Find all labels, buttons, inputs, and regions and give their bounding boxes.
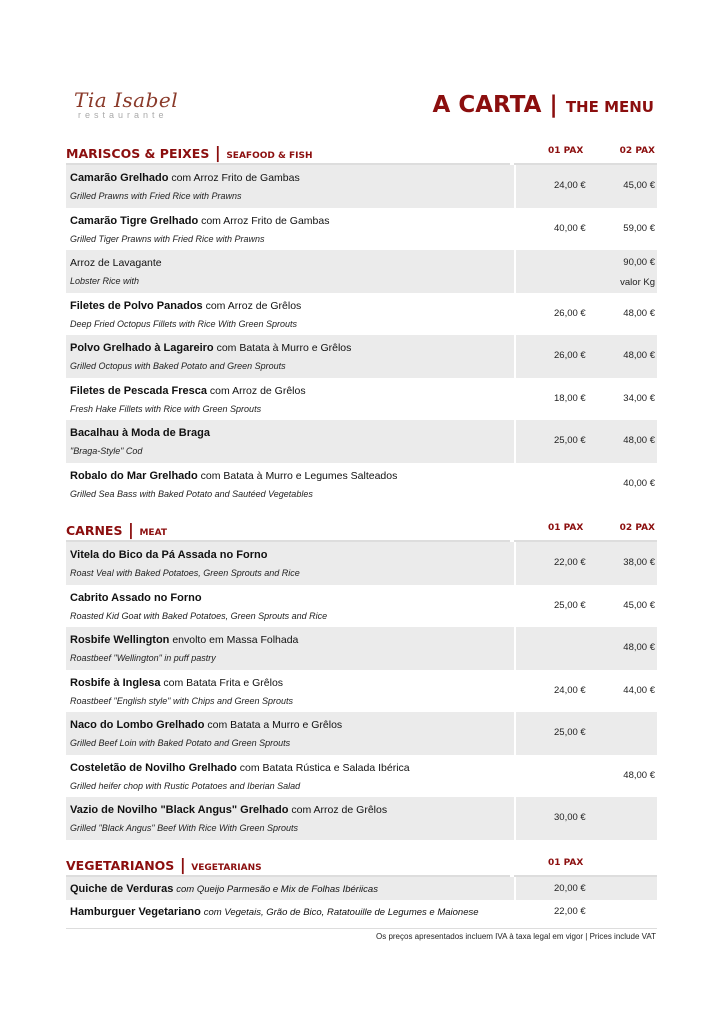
item-english: Grilled heifer chop with Rustic Potatoes and Iberian Salad xyxy=(70,780,301,791)
section-header: VEGETARIANOS | VEGETARIANS 01 PAX xyxy=(66,855,584,874)
item-english: Lobster Rice with xyxy=(70,276,140,286)
item-name: Costeletão de Novilho Grelhado xyxy=(70,761,237,774)
price-02-pax: 40,00 € xyxy=(623,477,655,489)
menu-section xyxy=(66,143,657,505)
price-01-pax: 20,00 € xyxy=(554,883,586,894)
price-02-pax: 48,00 € xyxy=(623,350,655,361)
price-01-pax: 22,00 € xyxy=(554,557,586,568)
restaurant-logo xyxy=(74,88,178,120)
divider xyxy=(66,928,657,929)
item-name: Vazio de Novilho "Black Angus" Grelhado xyxy=(70,804,289,816)
item-name: Filetes de Pescada Fresca xyxy=(70,384,207,397)
item-desc: com Batata Rústica e Salada Ibérica xyxy=(239,761,410,774)
price-01-pax: 25,00 € xyxy=(554,727,586,738)
logo-name: Tia Isabel xyxy=(74,88,179,112)
item-desc: com Batata à Murro e Legumes Salteados xyxy=(200,469,398,482)
price-02-pax: 48,00 € xyxy=(623,307,655,319)
price-01-pax: 30,00 € xyxy=(554,812,586,823)
menu-item xyxy=(66,463,657,506)
item-english: Grilled "Black Angus" Beef With Rice With Green Sprouts xyxy=(70,823,298,833)
price-02-pax: 59,00 € xyxy=(623,222,655,234)
item-english: Grilled Beef Loin with Baked Potato and Green Sprouts xyxy=(70,738,291,748)
item-english: Roast Veal with Baked Potatoes, Green Sprouts and Rice xyxy=(70,568,300,578)
section-title: MARISCOS & PEIXES xyxy=(66,146,210,161)
item-name: Robalo do Mar Grelhado xyxy=(70,469,198,482)
menu-item xyxy=(66,165,657,208)
item-name: Polvo Grelhado à Lagareiro xyxy=(70,342,214,354)
price-02-pax: 45,00 € xyxy=(623,180,655,191)
menu-item xyxy=(66,420,657,463)
col-01-pax: 01 PAX xyxy=(548,146,584,156)
page-title: A CARTA | THE MENU xyxy=(432,92,654,118)
item-desc: com Batata a Murro e Grêlos xyxy=(207,719,343,731)
menu-item xyxy=(66,335,657,378)
price-02-pax: 38,00 € xyxy=(623,557,655,568)
price-02-pax: 45,00 € xyxy=(623,599,655,611)
menu-item xyxy=(66,627,657,670)
price-01-pax: 40,00 € xyxy=(554,222,586,234)
item-english: Grilled Sea Bass with Baked Potato and Sautéed Vegetables xyxy=(70,488,313,499)
item-desc: com Arroz Frito de Gambas xyxy=(201,214,330,227)
price-01-pax: 25,00 € xyxy=(554,435,586,446)
title-en: THE MENU xyxy=(565,98,654,116)
section-header: MARISCOS & PEIXES | SEAFOOD & FISH 01 PAX 02 PAX xyxy=(66,143,655,162)
price-01-pax: 18,00 € xyxy=(554,392,586,404)
price-02-pax: 44,00 € xyxy=(623,684,655,696)
col-02-pax: 02 PAX xyxy=(619,523,655,533)
price-note: valor Kg xyxy=(620,277,655,288)
menu-item xyxy=(66,670,657,713)
item-english: Grilled Tiger Prawns with Fried Rice with Prawns xyxy=(70,233,265,244)
price-01-pax: 24,00 € xyxy=(554,180,586,191)
item-name: Naco do Lombo Grelhado xyxy=(70,719,205,731)
price-02-pax: 48,00 € xyxy=(623,435,655,446)
item-desc: com Batata Frita e Grêlos xyxy=(163,676,284,689)
col-01-pax: 01 PAX xyxy=(548,523,584,533)
price-01-pax: 25,00 € xyxy=(554,599,586,611)
menu-item xyxy=(66,293,657,336)
menu-item xyxy=(66,877,657,900)
menu-item xyxy=(66,378,657,421)
price-01-pax: 26,00 € xyxy=(554,350,586,361)
item-desc: com Queijo Parmesão e Mix de Folhas Ibériicas xyxy=(176,884,378,895)
item-name: Quiche de Verduras xyxy=(70,883,174,895)
menu-item xyxy=(66,900,657,923)
item-english: "Braga-Style" Cod xyxy=(70,446,143,456)
item-name: Hamburguer Vegetariano xyxy=(70,906,201,918)
section-title: CARNES xyxy=(66,523,123,538)
price-02-pax: 90,00 € xyxy=(623,257,655,268)
menu-item xyxy=(66,542,657,585)
item-desc: envolto em Massa Folhada xyxy=(172,634,299,646)
section-subtitle: VEGETARIANS xyxy=(191,863,262,873)
item-desc: com Vegetais, Grão de Bico, Ratatouille de Legumes e Maionese xyxy=(203,907,479,918)
item-english: Fresh Hake Fillets with Rice with Green Sprouts xyxy=(70,403,262,414)
item-name: Vitela do Bico da Pá Assada no Forno xyxy=(70,549,268,561)
section-title: VEGETARIANOS xyxy=(66,858,175,873)
item-english: Grilled Prawns with Fried Rice with Prawns xyxy=(70,191,242,201)
col-01-pax: 01 PAX xyxy=(548,858,584,868)
item-name: Rosbife Wellington xyxy=(70,634,170,646)
title-pt: A CARTA xyxy=(432,92,542,118)
item-desc: Arroz de Lavagante xyxy=(70,257,162,269)
menu-item xyxy=(66,250,657,293)
item-name: Bacalhau à Moda de Braga xyxy=(70,427,210,439)
menu-item xyxy=(66,755,657,798)
price-01-pax: 22,00 € xyxy=(554,906,586,917)
item-english: Roastbeef "English style" with Chips and Green Sprouts xyxy=(70,695,294,706)
menu-item xyxy=(66,208,657,251)
price-02-pax: 48,00 € xyxy=(623,769,655,781)
price-02-pax: 34,00 € xyxy=(623,392,655,404)
price-02-pax: 48,00 € xyxy=(623,642,655,653)
section-subtitle: SEAFOOD & FISH xyxy=(226,151,313,161)
item-english: Grilled Octopus with Baked Potato and Green Sprouts xyxy=(70,361,286,371)
item-desc: com Arroz de Grêlos xyxy=(291,804,388,816)
item-desc: com Arroz Frito de Gambas xyxy=(171,172,300,184)
item-english: Roastbeef "Wellington" in puff pastry xyxy=(70,653,216,663)
price-01-pax: 26,00 € xyxy=(554,307,586,319)
menu-item xyxy=(66,585,657,628)
logo-sub: restaurante xyxy=(78,110,168,120)
item-name: Camarão Grelhado xyxy=(70,172,169,184)
vat-note: Os preços apresentados incluem IVA à taxa legal em vigor | Prices include VAT xyxy=(376,932,656,941)
item-desc: com Arroz de Grêlos xyxy=(205,299,302,312)
menu-item xyxy=(66,797,657,840)
item-name: Cabrito Assado no Forno xyxy=(70,591,202,604)
menu-item xyxy=(66,712,657,755)
section-subtitle: MEAT xyxy=(139,528,167,538)
price-01-pax: 24,00 € xyxy=(554,684,586,696)
menu-section xyxy=(66,520,657,840)
item-english: Deep Fried Octopus Fillets with Rice With Green Sprouts xyxy=(70,318,298,329)
col-02-pax: 02 PAX xyxy=(619,146,655,156)
item-desc: com Arroz de Grêlos xyxy=(209,384,306,397)
item-desc: com Batata à Murro e Grêlos xyxy=(216,342,352,354)
item-name: Rosbife à Inglesa xyxy=(70,676,161,689)
menu-section xyxy=(66,855,657,923)
item-name: Filetes de Polvo Panados xyxy=(70,299,203,312)
item-english: Roasted Kid Goat with Baked Potatoes, Green Sprouts and Rice xyxy=(70,610,328,621)
section-header: CARNES | MEAT 01 PAX 02 PAX xyxy=(66,520,655,539)
item-name: Camarão Tigre Grelhado xyxy=(70,214,199,227)
